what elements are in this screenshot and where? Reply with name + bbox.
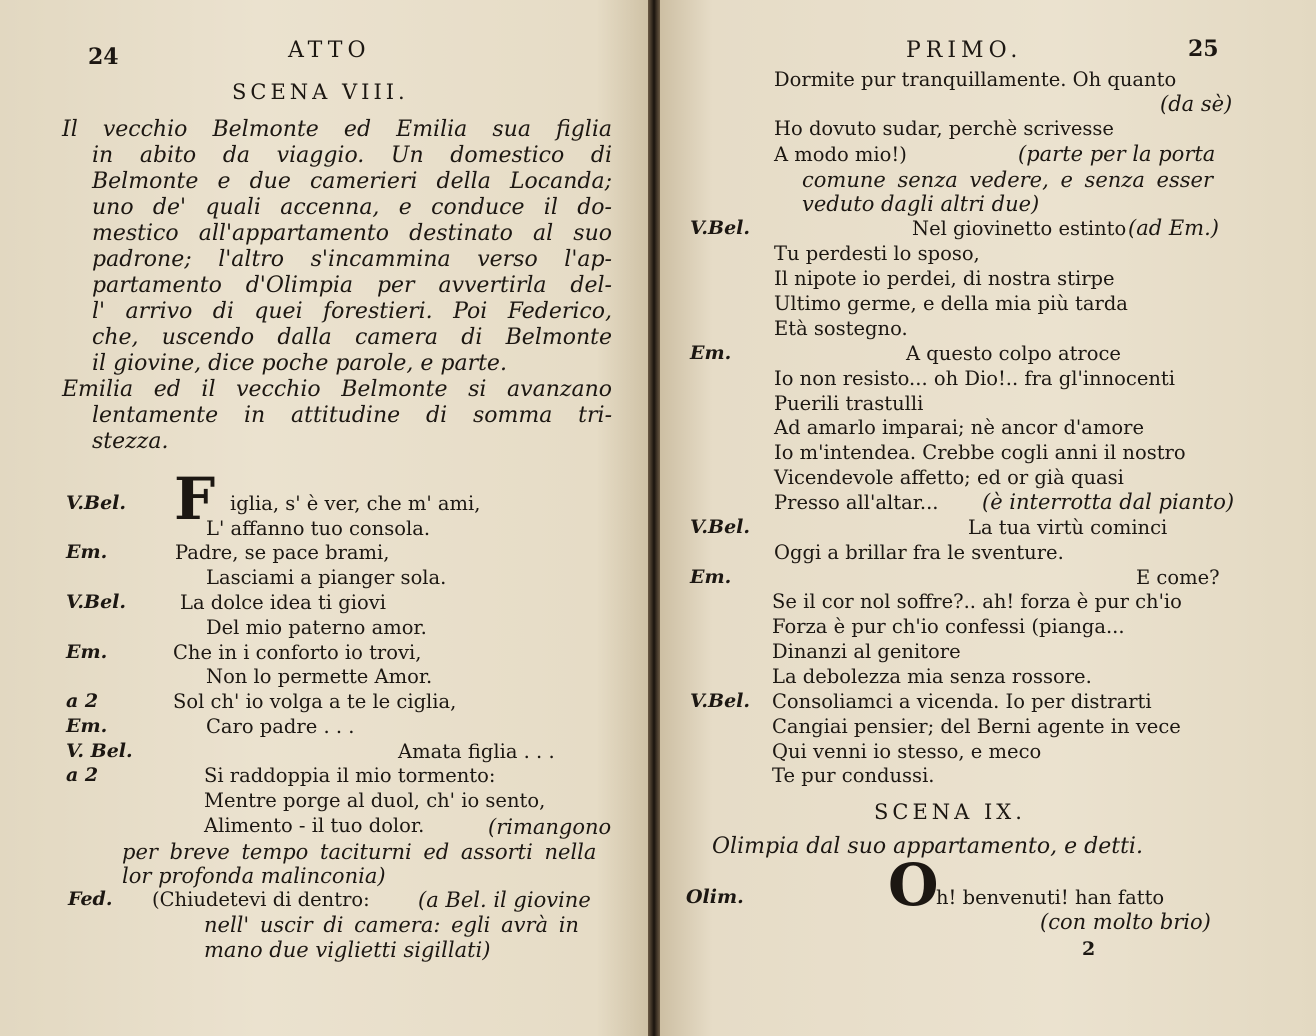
verse-line: Dormite pur tranquillamente. Oh quanto [774, 68, 1177, 91]
stage-direction-inline: (a Bel. il giovine [418, 888, 591, 912]
stage-direction-line: uno de' quali accenna, e conduce il do- [92, 195, 612, 220]
stage-direction-line: mestico all'appartamento destinato al suo [92, 221, 612, 246]
signature-mark: 2 [1082, 938, 1096, 960]
speaker-label: V.Bel. [690, 690, 751, 712]
verse-line: Qui venni io stesso, e meco [772, 740, 1042, 763]
verse-line: Puerili trastulli [774, 392, 924, 415]
stage-direction-line: in abito da viaggio. Un domestico di [92, 143, 612, 168]
speaker-label: Em. [690, 566, 732, 588]
stage-direction-inline: (con molto brio) [1040, 910, 1211, 934]
page-number: 24 [88, 44, 119, 70]
verse-line: Dinanzi al genitore [772, 640, 961, 663]
book-gutter [648, 0, 660, 1036]
stage-direction-inline: nell' uscir di camera: egli avrà in [204, 913, 579, 937]
verse-line: Non lo permette Amor. [206, 665, 433, 688]
stage-direction-line: partamento d'Olimpia per avvertirla del- [92, 273, 612, 298]
stage-direction-inline: (è interrotta dal pianto) [982, 490, 1235, 514]
left-page [0, 0, 648, 1036]
verse-line: Vicendevole affetto; ed or già quasi [774, 466, 1124, 489]
verse-line: A questo colpo atroce [906, 342, 1121, 365]
stage-direction-inline: (parte per la porta [1018, 142, 1216, 166]
speaker-label: a 2 [66, 690, 99, 712]
speaker-label: V.Bel. [66, 492, 127, 514]
speaker-label: Em. [66, 541, 108, 563]
verse-line: Nel giovinetto estinto [912, 217, 1127, 240]
verse-line: A modo mio!) [774, 143, 907, 166]
verse-line: Se il cor nol soffre?.. ah! forza è pur ch'io [772, 590, 1182, 613]
verse-line: Si raddoppia il mio tormento: [204, 764, 496, 787]
verse-line: Ad amarlo imparai; nè ancor d'amore [774, 416, 1145, 439]
speaker-label: Olim. [686, 886, 744, 908]
speaker-label: a 2 [66, 764, 99, 786]
verse-line: Te pur condussi. [772, 764, 935, 787]
verse-line: iglia, s' è ver, che m' ami, [230, 492, 481, 515]
stage-direction-line: il giovine, dice poche parole, e parte. [92, 351, 507, 376]
drop-cap: F [174, 465, 216, 533]
stage-direction-inline: mano due viglietti sigillati) [204, 938, 491, 962]
stage-direction-after: (rimangono [488, 815, 612, 839]
verse-line: Cangiai pensier; del Berni agente in vece [772, 715, 1181, 738]
speaker-label: V.Bel. [690, 516, 751, 538]
verse-line: Padre, se pace brami, [175, 541, 390, 564]
verse-line: Sol ch' io volga a te le ciglia, [173, 690, 457, 713]
stage-direction-line: Emilia ed il vecchio Belmonte si avanzano [62, 377, 612, 402]
stage-direction-inline: (ad Em.) [1128, 216, 1219, 240]
verse-line: Ho dovuto sudar, perchè scrivesse [774, 117, 1114, 140]
right-page [660, 0, 1316, 1036]
verse-line: h! benvenuti! han fatto [936, 886, 1165, 909]
speaker-label: Em. [66, 641, 108, 663]
speaker-label: V.Bel. [66, 591, 127, 613]
verse-line: Io m'intendea. Crebbe cogli anni il nostro [774, 441, 1186, 464]
speaker-label: V.Bel. [690, 217, 751, 239]
stage-direction-inline: comune senza vedere, e senza esser [802, 168, 1213, 192]
stage-direction-line: l' arrivo di quei forestieri. Poi Federico, [92, 299, 612, 324]
speaker-label: Em. [690, 342, 732, 364]
scene-title: SCENA IX. [874, 800, 1026, 824]
stage-direction-after: lor profonda malinconia) [122, 864, 386, 888]
verse-line: E come? [1136, 566, 1220, 589]
verse-line: La tua virtù cominci [968, 516, 1168, 539]
stage-direction-line: stezza. [92, 429, 169, 454]
stage-direction: Olimpia dal suo appartamento, e detti. [712, 834, 1143, 859]
verse-line: Caro padre . . . [206, 715, 355, 738]
verse-line: Mentre porge al duol, ch' io sento, [204, 789, 546, 812]
verse-line: Oggi a brillar fra le sventure. [774, 541, 1064, 564]
stage-direction-after: per breve tempo taciturni ed assorti nella [122, 840, 597, 864]
running-head: ATTO [288, 38, 371, 63]
verse-line: Lasciami a pianger sola. [206, 566, 447, 589]
verse-line: La debolezza mia senza rossore. [772, 665, 1092, 688]
stage-direction-line: che, uscendo dalla camera di Belmonte [92, 325, 612, 350]
verse-line: L' affanno tuo consola. [206, 517, 431, 540]
verse-line: Presso all'altar... [774, 491, 939, 514]
verse-line: Che in i conforto io trovi, [173, 641, 422, 664]
verse-line: Alimento - il tuo dolor. [204, 814, 425, 837]
stage-direction-line: padrone; l'altro s'incammina verso l'ap- [92, 247, 612, 272]
verse-line: La dolce idea ti giovi [180, 591, 386, 614]
verse-line: Ultimo germe, e della mia più tarda [774, 292, 1128, 315]
drop-cap: O [888, 851, 939, 919]
stage-direction-inline: veduto dagli altri due) [802, 192, 1040, 216]
verse-line: Età sostegno. [774, 317, 908, 340]
running-head: PRIMO. [906, 38, 1023, 63]
speaker-label: Fed. [68, 888, 113, 910]
scene-title: SCENA VIII. [232, 80, 409, 104]
stage-direction-line: Il vecchio Belmonte ed Emilia sua figlia [62, 117, 612, 142]
stage-direction-inline: (da sè) [1160, 92, 1233, 116]
verse-line: Consoliamci a vicenda. Io per distrarti [772, 690, 1152, 713]
verse-line: Amata figlia . . . [398, 740, 555, 763]
verse-line: Il nipote io perdei, di nostra stirpe [774, 267, 1115, 290]
page-number: 25 [1188, 36, 1219, 62]
verse-line: Tu perdesti lo sposo, [774, 242, 980, 265]
stage-direction-line: lentamente in attitudine di somma tri- [92, 403, 612, 428]
verse-line: (Chiudetevi di dentro: [152, 888, 370, 911]
verse-line: Io non resisto... oh Dio!.. fra gl'innocenti [774, 367, 1176, 390]
speaker-label: Em. [66, 715, 108, 737]
verse-line: Forza è pur ch'io confessi (pianga... [772, 615, 1125, 638]
verse-line: Del mio paterno amor. [206, 616, 427, 639]
stage-direction-line: Belmonte e due camerieri della Locanda; [92, 169, 612, 194]
speaker-label: V. Bel. [66, 740, 133, 762]
